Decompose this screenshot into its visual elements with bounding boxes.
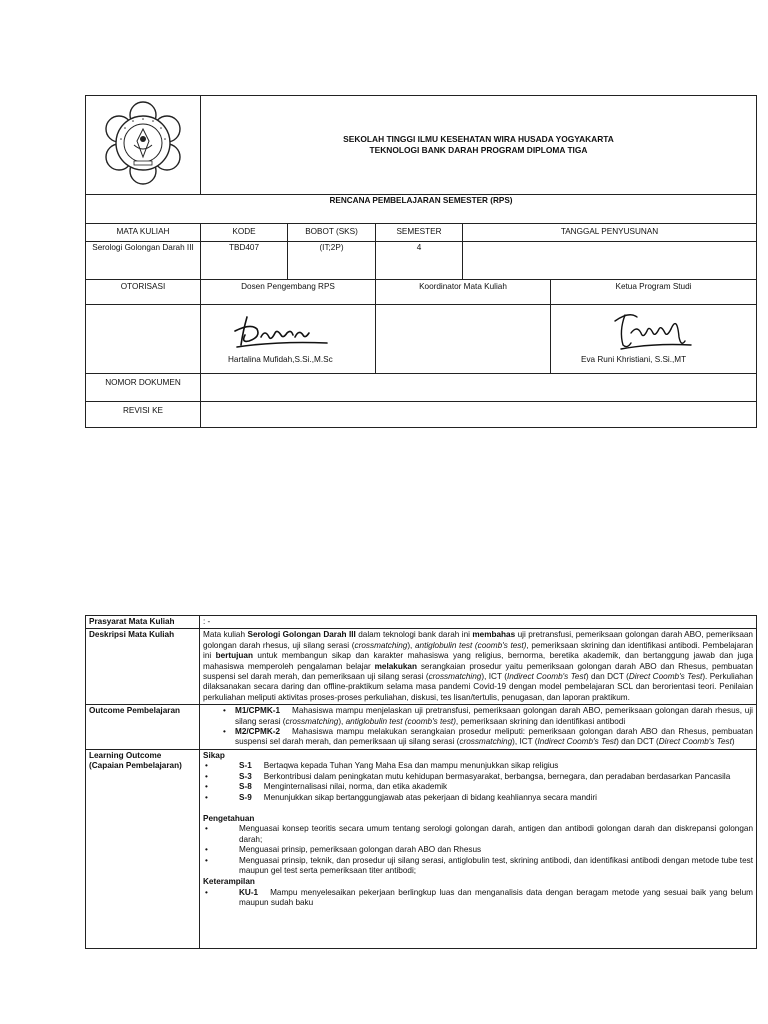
learning-outcome-label: Learning Outcome (Capaian Pembelajaran) — [86, 749, 200, 948]
authorization-label: OTORISASI — [86, 280, 201, 305]
keterampilan-list — [203, 888, 753, 909]
pengetahuan-list — [203, 824, 753, 876]
course-code: TBD407 — [201, 242, 288, 280]
revision-value — [201, 402, 757, 428]
course-date — [463, 242, 757, 280]
head-name: Eva Runi Khristiani, S.Si.,MT — [581, 354, 687, 364]
prereq-value: : - — [200, 616, 757, 629]
developer-signature-icon — [227, 311, 337, 351]
institution-logo-icon — [101, 101, 185, 185]
list-item: • Menguasai konsep teoritis secara umum tentang serologi golongan darah, antigen dan antibodi golongan darah dan diskrepansi golongan darah; — [205, 824, 753, 844]
developer-role: Dosen Pengembang RPS — [201, 280, 376, 305]
list-item: • S-8 Menginternalisasi nilai, norma, dan etika akademik — [205, 782, 448, 792]
developer-signature-cell — [201, 305, 376, 374]
list-item: • Menguasai prinsip, teknik, dan prosedur uji silang serasi, antiglobulin test, skrining antibodi, dan identifikasi antibodi dengan metode tube test maupun gel test serta pemeriksaan titer antibodi; — [205, 855, 753, 875]
col-header-semester: SEMESTER — [376, 224, 463, 242]
sikap-heading: Sikap — [203, 750, 225, 760]
coordinator-signature-cell — [376, 305, 551, 374]
sikap-list — [203, 761, 753, 803]
list-item: • M1/CPMK-1 Mahasiswa mampu menjelaskan uji pretransfusi, pemeriksaan golongan darah ABO, pemeriksaan golongan darah rhesus, uji silang serasi (crossmatching), antiglobulin test (coomb's test), pemeriksaan skrining dan identifikasi antibodi — [223, 706, 753, 726]
outcome-list — [203, 706, 753, 748]
list-item: • M2/CPMK-2 Mahasiswa mampu melakukan serangkaian prosedur meliputi: pemeriksaan golongan darah ABO dan Rhesus, pembuatan suspensi sel darah merah, dan pemeriksaan uji silang serasi (crossmatching), ICT (Indirect Coomb's Test) dan DCT (Direct Coomb's Test) — [223, 727, 753, 747]
outcome-label: Outcome Pembelajaran — [86, 705, 200, 750]
institution-line-2: TEKNOLOGI BANK DARAH PROGRAM DIPLOMA TIGA — [369, 145, 588, 155]
list-item: • S-9 Menunjukkan sikap bertanggungjawab atas pekerjaan di bidang keahliannya secara mandiri — [205, 792, 597, 802]
rps-header-table — [85, 95, 757, 428]
signature-blank-cell — [86, 305, 201, 374]
learning-outcome-cell — [200, 749, 757, 948]
col-header-tanggal: TANGGAL PENYUSUNAN — [463, 224, 757, 242]
institution-name-cell — [201, 96, 757, 195]
col-header-bobot: BOBOT (SKS) — [288, 224, 376, 242]
head-role: Ketua Program Studi — [551, 280, 757, 305]
list-item: • S-3 Berkontribusi dalam peningkatan mutu kehidupan bermasyarakat, berbangsa, bernegara, dan peradaban berdasarkan Pancasila — [205, 771, 731, 781]
logo-cell — [86, 96, 201, 195]
head-signature-cell — [551, 305, 757, 374]
keterampilan-heading: Keterampilan — [203, 877, 255, 887]
list-item: • Menguasai prinsip, pemeriksaan golongan darah ABO dan Rhesus — [205, 845, 482, 855]
revision-label: REVISI KE — [86, 402, 201, 428]
coordinator-role: Koordinator Mata Kuliah — [376, 280, 551, 305]
outcome-list-cell — [200, 705, 757, 750]
prereq-label: Prasyarat Mata Kuliah — [86, 616, 200, 629]
course-detail-table — [85, 615, 757, 949]
description-label: Deskripsi Mata Kuliah — [86, 629, 200, 705]
doc-number-label: NOMOR DOKUMEN — [86, 374, 201, 402]
doc-number-value — [201, 374, 757, 402]
course-semester: 4 — [376, 242, 463, 280]
list-item: • KU-1 Mampu menyelesaikan pekerjaan berlingkup luas dan menganalisis data dengan beragam metode yang sesuai baik yang belum maupun sudah baku — [205, 887, 753, 908]
course-name: Serologi Golongan Darah III — [86, 242, 201, 280]
pengetahuan-heading: Pengetahuan — [203, 813, 255, 823]
institution-line-1: SEKOLAH TINGGI ILMU KESEHATAN WIRA HUSADA YOGYAKARTA — [343, 134, 614, 144]
head-signature-icon — [607, 307, 697, 353]
developer-name: Hartalina Mufidah,S.Si.,M.Sc — [228, 354, 333, 364]
document-title: RENCANA PEMBELAJARAN SEMESTER (RPS) — [86, 195, 757, 224]
course-credits: (IT;2P) — [288, 242, 376, 280]
col-header-mata-kuliah: MATA KULIAH — [86, 224, 201, 242]
list-item: • S-1 Bertaqwa kepada Tuhan Yang Maha Esa dan mampu menunjukkan sikap religius — [205, 761, 559, 771]
col-header-kode: KODE — [201, 224, 288, 242]
course-description: Mata kuliah Serologi Golongan Darah III dalam teknologi bank darah ini membahas uji pretransfusi, pemeriksaan golongan darah ABO, pemeriksaan golongan darah rhesus, uji silang serasi (crossmatching), antiglobulin test (coomb's test), pemeriksaan skrining dan identifikasi antibodi. Pembelajaran ini bertujuan untuk membangun sikap dan karakter mahasiswa yang religius, bernorma, beretika akademik, dan bertanggung jawab dan juga mahasiswa memperoleh pengalaman belajar melakukan serangkaian prosedur yaitu pemeriksaan golongan darah ABO dan Rhesus, pembuatan suspensi sel darah merah, dan pemeriksaan uji silang serasi (crossmatching), ICT (Indirect Coomb's Test) dan DCT (Direct Coomb's Test). Perkuliahan dilaksanakan secara daring dan offline-praktikum selama masa pandemi Covid-19 dengan model pembelajaran SCL dan berorientasi teori. Penilaian perkuliahan meliputi aktivitas proses-proses perkuliahan, diskusi, tes lisan/tertulis, penugasan, dan laporan praktikum. — [200, 629, 757, 705]
